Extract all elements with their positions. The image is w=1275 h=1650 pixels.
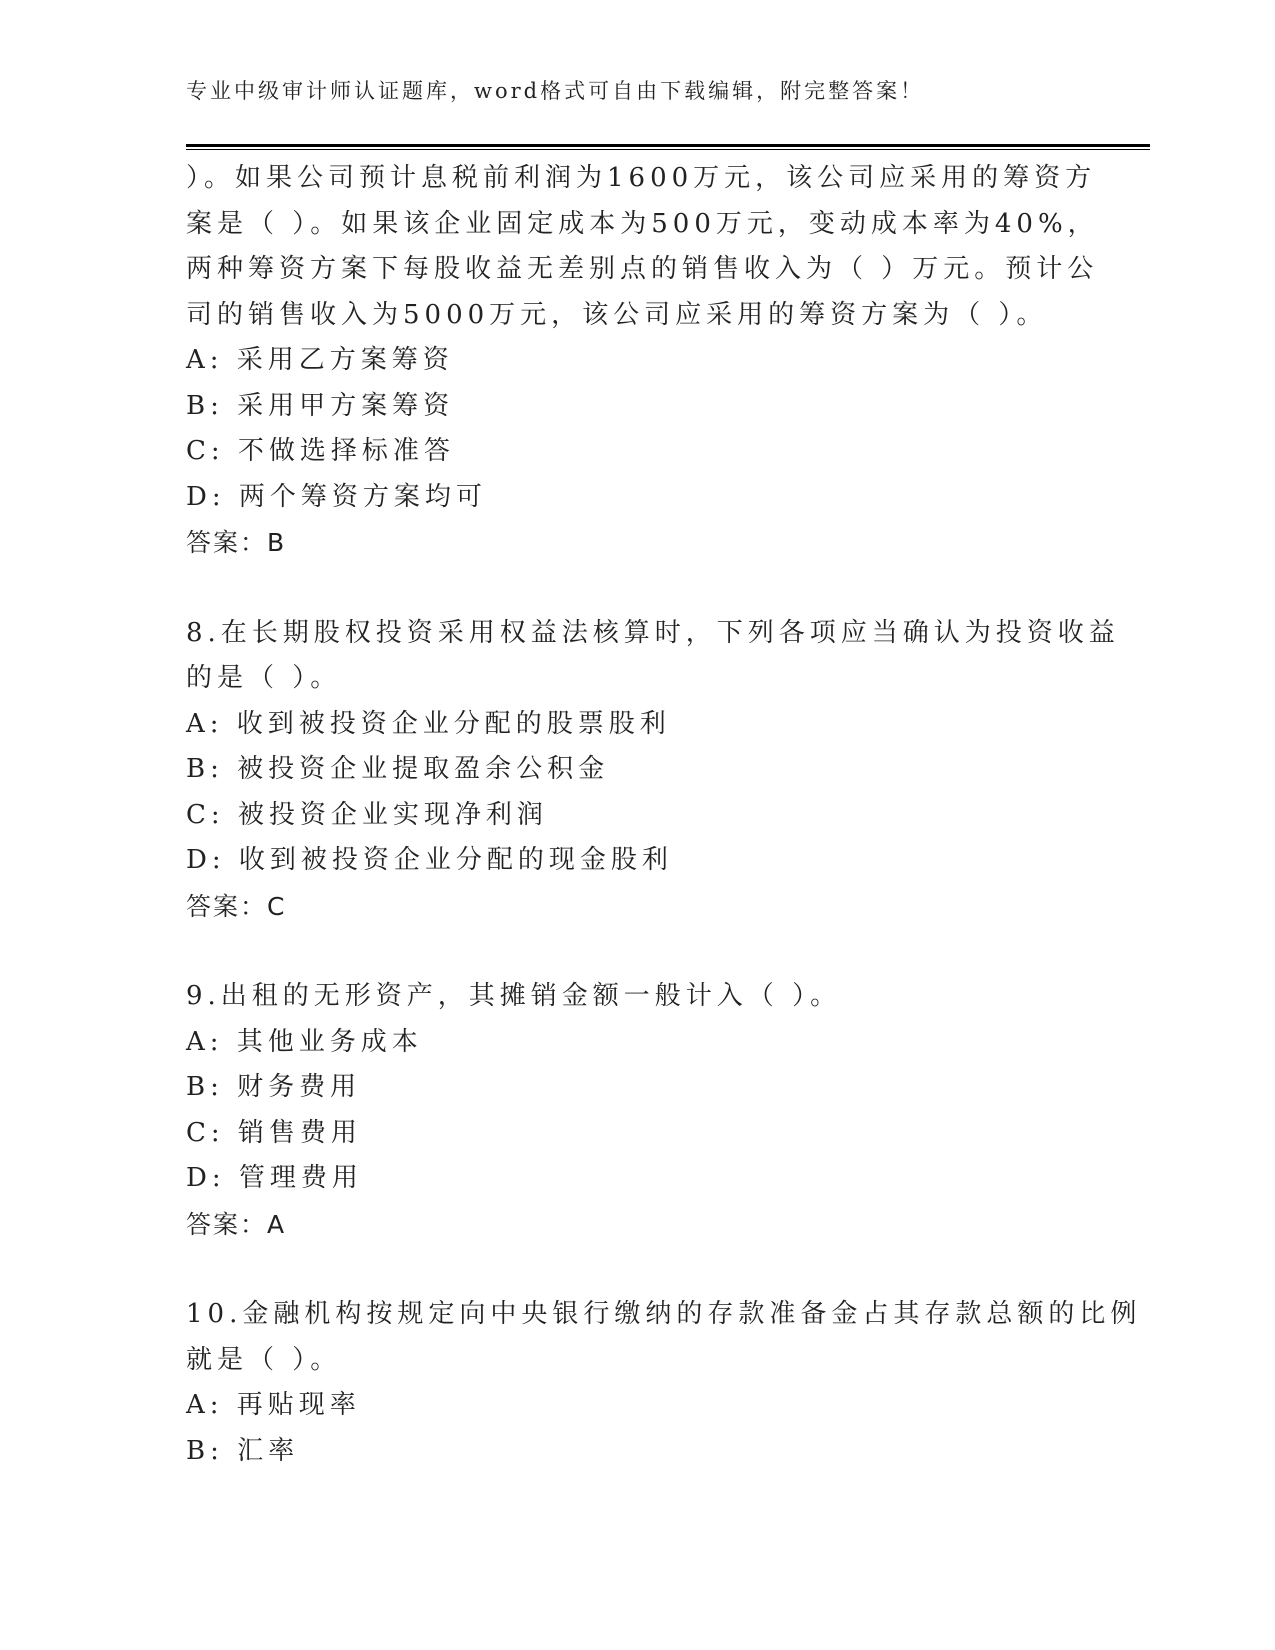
question-text-line: 案是（ ）。如果该企业固定成本为500万元，变动成本率为40%， <box>186 208 1099 239</box>
spacer <box>186 1247 1086 1292</box>
question-text-line: 10.金融机构按规定向中央银行缴纳的存款准备金占其存款总额的比例 <box>186 1299 1142 1329</box>
question-text-line: ）。如果公司预计息税前利润为1600万元，该公司应采用的筹资方 <box>186 163 1097 193</box>
answer-line: 答案：B <box>186 528 287 557</box>
answer-line: 答案：A <box>186 1209 287 1239</box>
option-b: B: 被投资企业提取盈余公积金 <box>186 754 610 784</box>
option-c: C: 被投资企业实现净利润 <box>186 799 548 830</box>
question-text-line: 就是（ ）。 <box>186 1344 342 1375</box>
option-c: C: 不做选择标准答 <box>186 436 455 466</box>
answer-line: 答案：C <box>186 891 287 921</box>
question-text-line: 8.在长期股权投资采用权益法核算时，下列各项应当确认为投资收益 <box>186 617 1120 648</box>
question-text-line: 司的销售收入为5000万元，该公司应采用的筹资方案为（ ）。 <box>186 299 1048 330</box>
header-divider-thick <box>186 144 1150 147</box>
option-b: B: 汇率 <box>186 1435 300 1466</box>
page-header: 专业中级审计师认证题库，word格式可自由下载编辑，附完整答案！ <box>186 79 925 103</box>
spacer <box>186 929 1086 974</box>
option-d: D: 管理费用 <box>186 1163 363 1193</box>
header-divider-thin <box>186 149 1150 150</box>
header-divider <box>186 144 1150 151</box>
option-d: D: 两个筹资方案均可 <box>186 481 487 512</box>
question-8 <box>186 611 1120 930</box>
spacer <box>186 566 1086 611</box>
option-b: B: 采用甲方案筹资 <box>186 390 455 421</box>
option-a: A: 其他业务成本 <box>186 1026 423 1057</box>
question-text-line: 9.出租的无形资产，其摊销金额一般计入（ ）。 <box>186 981 842 1011</box>
option-a: A: 收到被投资企业分配的股票股利 <box>186 708 671 739</box>
question-text-line: 的是（ ）。 <box>186 663 342 693</box>
option-a: A: 再贴现率 <box>186 1390 361 1420</box>
option-a: A: 采用乙方案筹资 <box>186 345 454 375</box>
question-text-line: 两种筹资方案下每股收益无差别点的销售收入为（ ）万元。预计公 <box>186 254 1099 284</box>
question-9 <box>186 974 1086 1247</box>
document-body <box>186 156 1142 1474</box>
option-c: C: 销售费用 <box>186 1117 362 1148</box>
question-7-continued <box>186 156 1099 566</box>
question-10 <box>186 1292 1142 1474</box>
option-d: D: 收到被投资企业分配的现金股利 <box>186 845 673 875</box>
option-b: B: 财务费用 <box>186 1072 362 1102</box>
